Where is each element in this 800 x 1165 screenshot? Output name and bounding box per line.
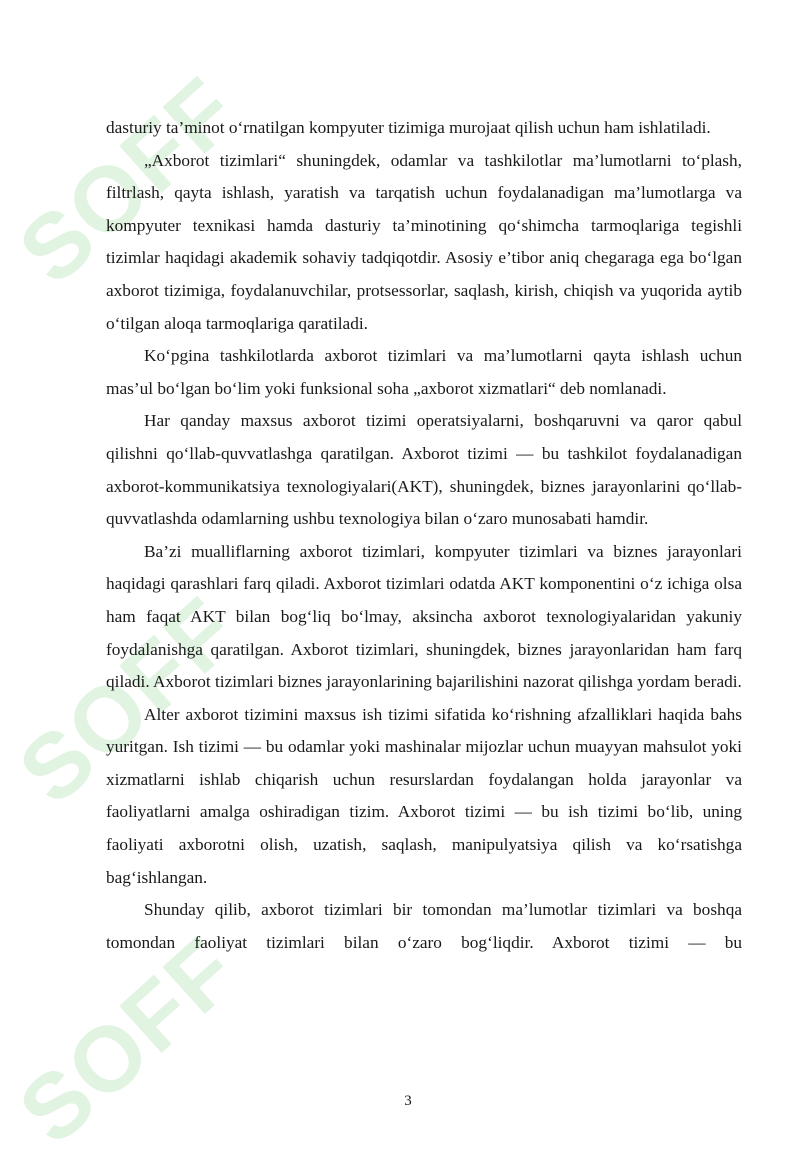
paragraph: Alter axborot tizimini maxsus ish tizimi sifatida ko‘rishning afzalliklari haqida bahs yuritgan. Ish tizimi — bu odamlar yoki mashinalar mijozlar uchun muayyan mahsulot yoki xizmatlarni ishlab chiqarish uchun resurslardan foydalangan holda jarayonlar va faoliyatlarni amalga oshiradigan tizim. Axborot tizimi — bu ish tizimi bo‘lib, uning faoliyati axborotni olish, uzatish, saqlash, manipulyatsiya qilish va ko‘rsatishga bag‘ishlangan.: [106, 704, 742, 887]
watermark-logo: SOFF: [0, 918, 257, 1164]
paragraph: dasturiy ta’minot o‘rnatilgan kompyuter tizimiga murojaat qilish uchun ham ishlatiladi.: [106, 118, 711, 137]
paragraph: „Axborot tizimlari“ shuningdek, odamlar va tashkilotlar ma’lumotlarni to‘plash, filtrlash, qayta ishlash, yaratish va tarqatish uchun foydalanadigan ma’lumotlarga va kompyuter texnikasi hamda dasturiy ta’minotining qo‘shimcha tarmoqlariga tegishli tizimlar haqidagi akademik sohaviy tadqiqotdir. Asosiy e’tibor aniq chegaraga ega bo‘lgan axborot tizimiga, foydalanuvchilar, protsessorlar, saqlash, kirish, chiqish va yuqorida aytib o‘tilgan aloqa tarmoqlariga qaratiladi.: [106, 150, 742, 333]
paragraph: Har qanday maxsus axborot tizimi operatsiyalarni, boshqaruvni va qaror qabul qilishni qo‘llab-quvvatlashga qaratilgan. Axborot tizimi — bu tashkilot foydalanadigan axborot-kommunikatsiya texnologiyalari(AKT), shuningdek, biznes jarayonlarini qo‘llab-quvvatlashda odamlarning ushbu texnologiya bilan o‘zaro munosabati hamdir.: [106, 411, 742, 529]
paragraph: Ko‘pgina tashkilotlarda axborot tizimlari va ma’lumotlarni qayta ishlash uchun mas’ul bo‘lgan bo‘lim yoki funksional soha „axborot xizmatlari“ deb nomlanadi.: [106, 346, 742, 398]
paragraph: Shunday qilib, axborot tizimlari bir tomondan ma’lumotlar tizimlari va boshqa tomondan faoliyat tizimlari bilan o‘zaro bog‘liqdir. Axborot tizimi — bu: [106, 900, 742, 952]
document-body: [106, 112, 742, 959]
watermark-logo: SOFF: [0, 578, 257, 824]
paragraph: Ba’zi mualliflarning axborot tizimlari, kompyuter tizimlari va biznes jarayonlari haqidagi qarashlari farq qiladi. Axborot tizimlari odatda AKT komponentini o‘z ichiga olsa ham faqat AKT bilan bog‘liq bo‘lmay, aksincha axborot texnologiyalaridan yakuniy foydalanishga qaratilgan. Axborot tizimlari, shuningdek, biznes jarayonlaridan ham farq qiladi. Axborot tizimlari biznes jarayonlarining bajarilishini nazorat qilishga yordam beradi.: [106, 541, 742, 692]
watermark-logo: SOFF: [0, 58, 257, 304]
page-number: 3: [404, 1093, 412, 1109]
